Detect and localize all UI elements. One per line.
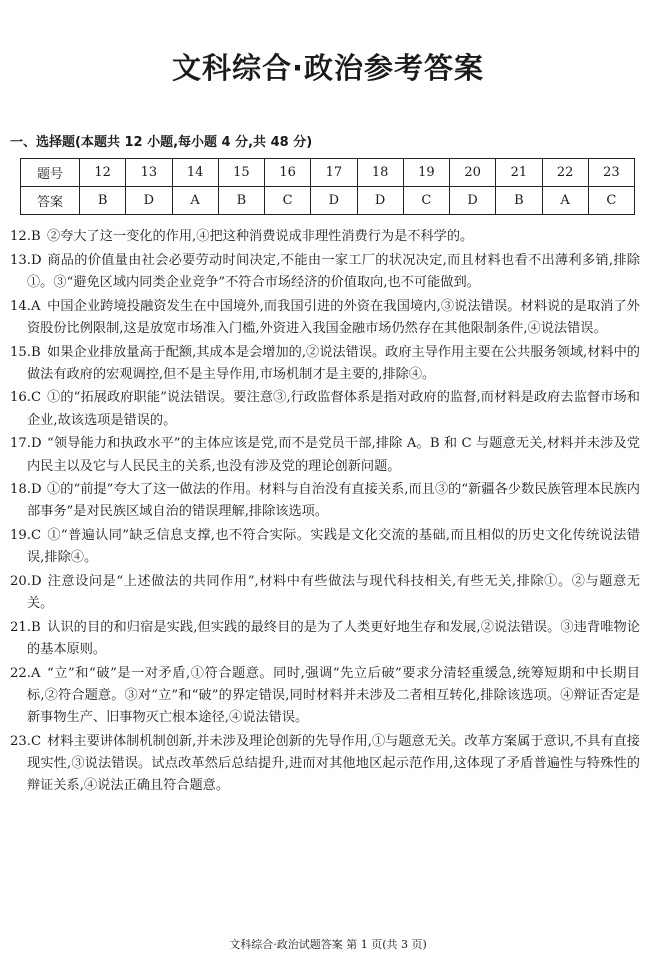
item-number: 21.B	[10, 619, 41, 635]
item-text: 注意设问是“上述做法的共同作用”,材料中有些做法与现代科技相关,有些无关,排除①。②与题意无关。	[27, 574, 640, 612]
table-cell: 15	[218, 159, 264, 187]
answer-row	[21, 187, 635, 215]
item-text: “领导能力和执政水平”的主体应该是党,而不是党员干部,排除 A。B 和 C 与题意无关,材料并未涉及党内民主以及它与人民民主的关系,也没有涉及党的理论创新问题。	[27, 436, 640, 474]
question-number-row	[21, 159, 635, 187]
answer-explanations	[10, 226, 640, 799]
table-cell: 23	[588, 159, 634, 187]
table-cell: C	[265, 187, 311, 215]
item-text: 如果企业排放量高于配额,其成本是会增加的,②说法错误。政府主导作用主要在公共服务领域,材料中的做法有政府的宏观调控,但不是主导作用,市场机制才是主要的,排除④。	[27, 344, 640, 382]
item-text: 中国企业跨境投融资发生在中国境外,而我国引进的外资在我国境内,③说法错误。材料说的是取消了外资股份比例限制,这是放宽市场准入门槛,外资进入我国金融市场仍然存在其他限制条件,④说法错误。	[27, 298, 640, 336]
item-text: ①“普遍认同”缺乏信息支撑,也不符合实际。实践是文化交流的基础,而且相似的历史文化传统说法错误,排除④。	[27, 528, 640, 566]
table-cell: 20	[450, 159, 496, 187]
item-text: “立”和“破”是一对矛盾,①符合题意。同时,强调“先立后破”要求分清轻重缓急,统筹短期和中长期目标,②符合题意。③对“立”和“破”的界定错误,同时材料并未涉及二者相互转化,排除该选项。④辩证否定是新事物生产、旧事物灭亡根本途径,④说法错误。	[27, 665, 640, 726]
list-item	[10, 250, 640, 294]
table-cell: 22	[542, 159, 588, 187]
table-cell: 16	[265, 159, 311, 187]
item-number: 14.A	[10, 298, 41, 314]
list-item	[10, 617, 640, 661]
page-title: 文科综合·政治参考答案	[171, 51, 485, 85]
row-label-number: 题号	[21, 159, 80, 187]
list-item	[10, 226, 640, 248]
row-label-answer: 答案	[21, 187, 80, 215]
item-number: 17.D	[10, 436, 42, 452]
table-cell: 12	[80, 159, 126, 187]
list-item	[10, 731, 640, 798]
item-number: 18.D	[10, 482, 42, 498]
list-item	[10, 525, 640, 569]
item-text: 商品的价值量由社会必要劳动时间决定,不能由一家工厂的状况决定,而且材料也看不出薄利多销,排除①。③“避免区域内同类企业竞争”不符合市场经济的价值取向,也不可能做到。	[27, 252, 640, 290]
section-heading: 一、选择题(本题共 12 小题,每小题 4 分,共 48 分)	[10, 135, 313, 150]
list-item	[10, 387, 640, 431]
table-cell: A	[542, 187, 588, 215]
table-cell: B	[80, 187, 126, 215]
table-cell: D	[126, 187, 172, 215]
list-item	[10, 433, 640, 477]
item-number: 16.C	[10, 390, 42, 406]
table-cell: 18	[357, 159, 403, 187]
item-number: 20.D	[10, 574, 42, 590]
table-cell: B	[218, 187, 264, 215]
table-cell: 19	[403, 159, 449, 187]
list-item	[10, 479, 640, 523]
item-text: ②夸大了这一变化的作用,④把这种消费说成非理性消费行为是不科学的。	[47, 229, 474, 244]
item-number: 12.B	[10, 229, 41, 244]
item-number: 23.C	[10, 733, 42, 749]
table-cell: D	[311, 187, 357, 215]
table-cell: D	[450, 187, 496, 215]
answer-table	[20, 158, 635, 215]
item-number: 15.B	[10, 344, 41, 360]
table-cell: 17	[311, 159, 357, 187]
list-item	[10, 342, 640, 386]
table-cell: C	[588, 187, 634, 215]
table-cell: 14	[172, 159, 218, 187]
item-number: 22.A	[10, 665, 41, 681]
table-cell: C	[403, 187, 449, 215]
item-text: ①的“前提”夸大了这一做法的作用。材料与自治没有直接关系,而且③的“新疆各少数民族管理本民族内部事务”是对民族区域自治的错误理解,排除该选项。	[27, 482, 640, 520]
table-cell: 21	[496, 159, 542, 187]
item-text: 材料主要讲体制机制创新,并未涉及理论创新的先导作用,①与题意无关。改革方案属于意识,不具有直接现实性,③说法错误。试点改革然后总结提升,进而对其他地区起示范作用,这体现了矛盾普遍性与特殊性的辩证关系,④说法正确且符合题意。	[27, 733, 640, 794]
list-item	[10, 571, 640, 615]
item-number: 13.D	[10, 252, 42, 268]
table-cell: A	[172, 187, 218, 215]
table-cell: B	[496, 187, 542, 215]
item-text: ①的“拓展政府职能”说法错误。要注意③,行政监督体系是指对政府的监督,而材料是政府去监督市场和企业,故该选项是错误的。	[27, 390, 640, 428]
table-cell: D	[357, 187, 403, 215]
item-text: 认识的目的和归宿是实践,但实践的最终目的是为了人类更好地生存和发展,②说法错误。③违背唯物论的基本原则。	[27, 619, 640, 658]
page-footer: 文科综合·政治试题答案 第 1 页(共 3 页)	[229, 938, 427, 951]
table-cell: 13	[126, 159, 172, 187]
item-number: 19.C	[10, 528, 42, 544]
list-item	[10, 296, 640, 340]
list-item	[10, 663, 640, 730]
